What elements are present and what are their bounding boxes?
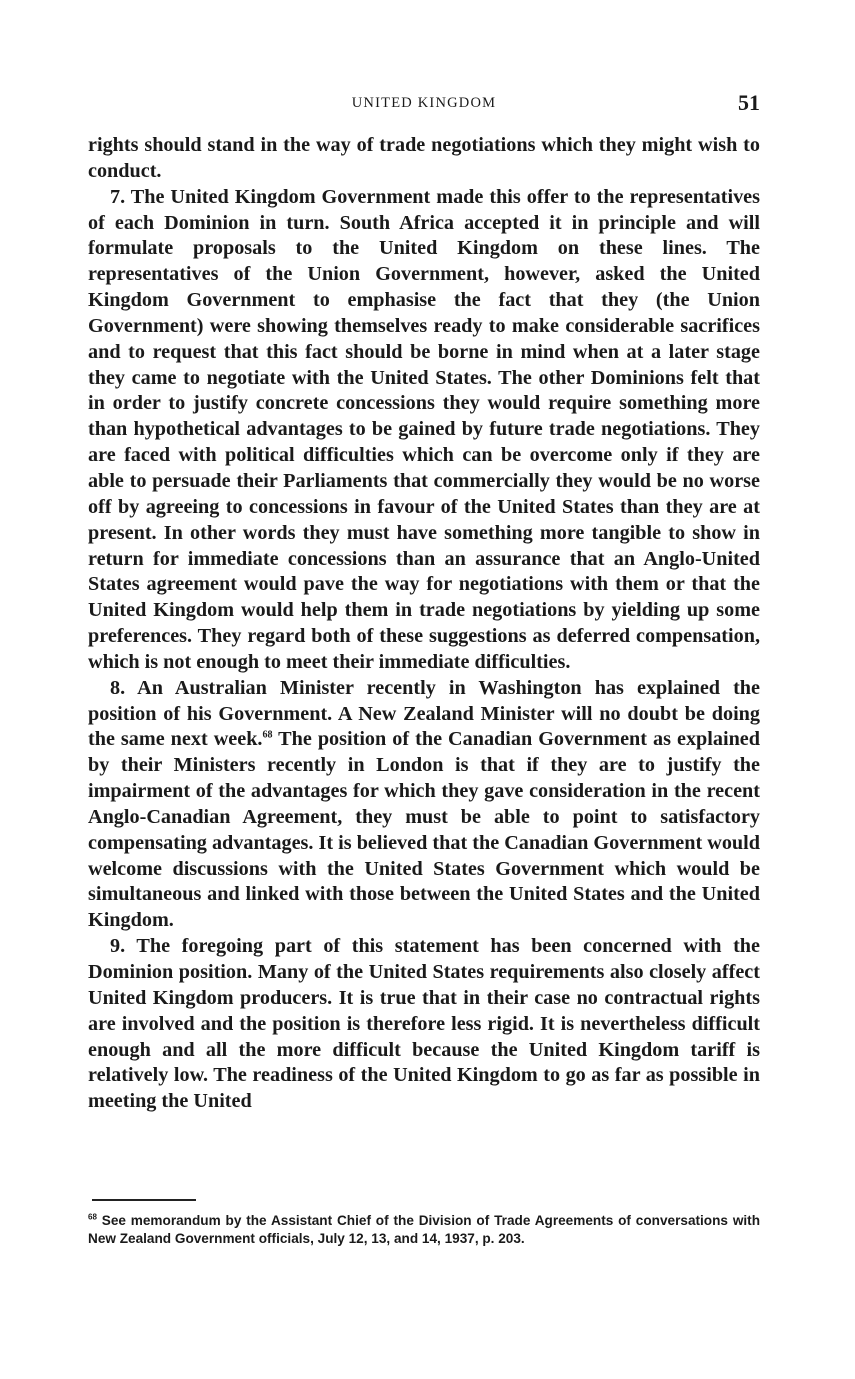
paragraph-8-text-start: 8. An Australian Minister recently in Washington has explained the position of his Government. A New Zealand Minister will no doubt be doing the same next week. xyxy=(88,676,760,751)
paragraph-8 xyxy=(88,676,760,934)
footnote-divider xyxy=(92,1199,196,1201)
continuation-paragraph: rights should stand in the way of trade negotiations which they might wish to conduct. xyxy=(88,134,760,182)
paragraph-9: 9. The foregoing part of this statement has been concerned with the Dominion position. Many of the United States requirements also closely affect United Kingdom producers. It is true that in their case no contractual rights are involved and the position is therefore less rigid. It is nevertheless difficult enough and all the more difficult because the United Kingdom tariff is relatively low. The readiness of the United Kingdom to go as far as possible in meeting the United xyxy=(88,935,760,1113)
body-text xyxy=(88,133,760,1115)
footnote-reference[interactable]: 68 xyxy=(262,729,273,741)
paragraph-7: 7. The United Kingdom Government made this offer to the representatives of each Dominion in turn. South Africa accepted it in principle and will formulate proposals to the United Kingdom on these lines. The representatives of the Union Government, however, asked the United Kingdom Government to emphasise the fact that they (the Union Government) were showing themselves ready to make considerable sacrifices and to request that this fact should be borne in mind when at a later stage they came to negotiate with the United States. The other Dominions felt that in order to justify concrete concessions they would require something more than hypothetical advantages to be gained by future trade negotiations. They are faced with political difficulties which can be overcome only if they are able to persuade their Parliaments that commercially they would be no worse off by agreeing to concessions in favour of the United States than they are at present. In other words they must have something more tangible to show in return for immediate concessions than an assurance that an Anglo-United States agreement would pave the way for negotiations with them or that the United Kingdom would help them in trade negotiations by yielding up some preferences. They regard both of these suggestions as deferred compensation, which is not enough to meet their immediate difficulties. xyxy=(88,185,760,673)
page-number: 51 xyxy=(738,90,760,115)
running-title: UNITED KINGDOM xyxy=(351,95,497,111)
paragraph-8-text-end: The position of the Canadian Government as explained by their Ministers recently in London is that if they are to justify the impairment of the advantages for which they gave consideration in the recent Anglo-Canadian Agreement, they must be able to point to satisfactory compensating advantages. It is believed that the Canadian Government would welcome discussions with the United States Government which would be simultaneous and linked with those between the United States and the United Kingdom. xyxy=(88,728,760,932)
footnote xyxy=(88,1212,760,1247)
footnote-text: See memorandum by the Assistant Chief of the Division of Trade Agreements of conversations with New Zealand Government officials, July 12, 13, and 14, 1937, p. 203. xyxy=(88,1213,760,1246)
running-head xyxy=(88,92,760,116)
footnote-marker: 68 xyxy=(88,1212,97,1222)
